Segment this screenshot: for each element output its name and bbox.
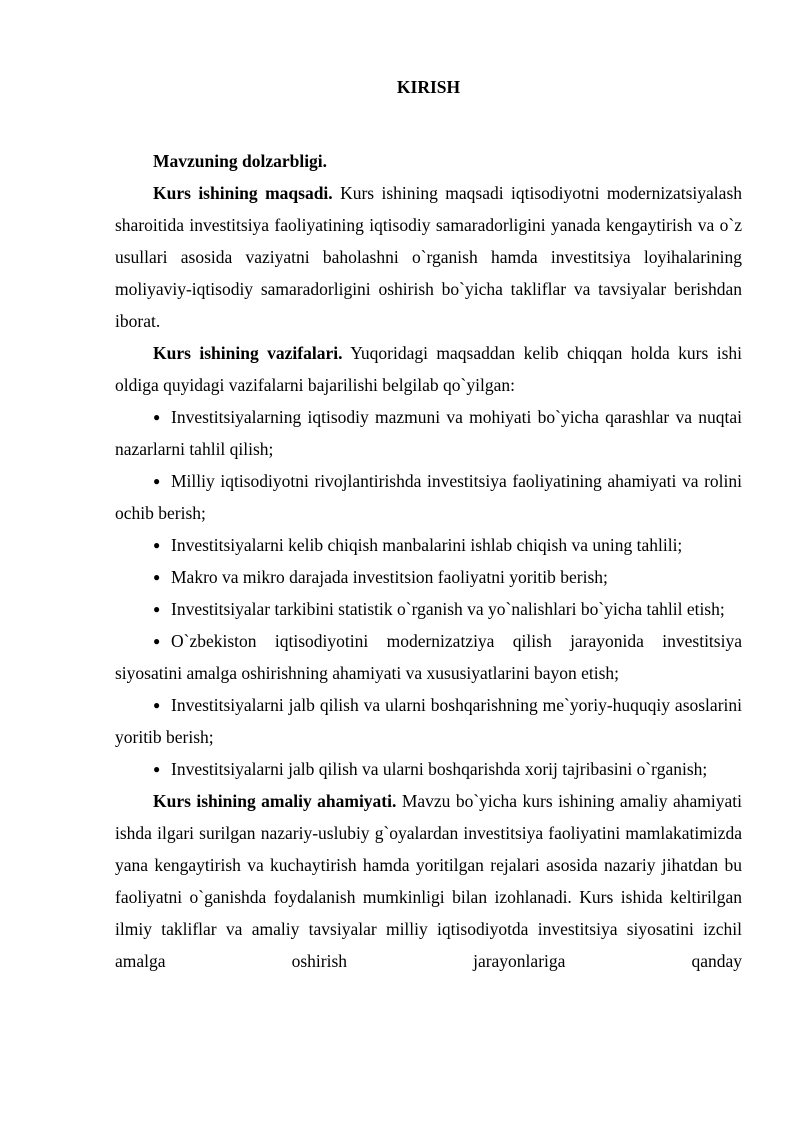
- bullet-icon: ●: [153, 698, 161, 712]
- aim-paragraph: [115, 177, 742, 337]
- tasks-heading: Kurs ishining vazifalari.: [153, 343, 343, 363]
- list-item-text: Investitsiyalarni kelib chiqish manbalarini ishlab chiqish va uning tahlili;: [171, 535, 683, 555]
- bullet-icon: ●: [153, 634, 161, 648]
- practical-text: Mavzu bo`yicha kurs ishining amaliy ahamiyati ishda ilgari surilgan nazariy-uslubiy g`oyalardan investitsiya faoliyatini mamlakatimizda yana kengaytirish va kuchaytirish hamda yoritilgan rejalari asosida nazariy jihatdan bu faoliyatni o`ganishda foydalanish mumkinligi bilan izohlanadi. Kurs ishida keltirilgan ilmiy takliflar va amaliy tavsiyalar milliy iqtisodiyotda investitsiya siyosatini izchil amalga oshirish jarayonlariga qanday: [115, 791, 742, 971]
- list-item: [115, 561, 742, 593]
- list-item-text: Investitsiyalarni jalb qilish va ularni boshqarishda xorij tajribasini o`rganish;: [171, 759, 708, 779]
- list-item-text: O`zbekiston iqtisodiyotini modernizatziya qilish jarayonida investitsiya siyosatini amalga oshirishning ahamiyati va xususiyatlarini bayon etish;: [115, 631, 742, 683]
- list-item: [115, 401, 742, 465]
- document-body: [115, 145, 742, 977]
- bullet-icon: ●: [153, 602, 161, 616]
- list-item-text: Investitsiyalarni jalb qilish va ularni boshqarishning me`yoriy-huquqiy asoslarini yoritib berish;: [115, 695, 742, 747]
- list-item: [115, 753, 742, 785]
- list-item-text: Milliy iqtisodiyotni rivojlantirishda investitsiya faoliyatining ahamiyati va rolini ochib berish;: [115, 471, 742, 523]
- relevance-paragraph: [115, 145, 742, 177]
- bullet-icon: ●: [153, 570, 161, 584]
- list-item: [115, 593, 742, 625]
- practical-paragraph: [115, 785, 742, 977]
- bullet-icon: ●: [153, 762, 161, 776]
- list-item: [115, 625, 742, 689]
- bullet-icon: ●: [153, 474, 161, 488]
- tasks-paragraph: [115, 337, 742, 401]
- list-item-text: Investitsiyalarning iqtisodiy mazmuni va mohiyati bo`yicha qarashlar va nuqtai nazarlarni tahlil qilish;: [115, 407, 742, 459]
- list-item-text: Investitsiyalar tarkibini statistik o`rganish va yo`nalishlari bo`yicha tahlil etish;: [171, 599, 725, 619]
- list-item: [115, 529, 742, 561]
- relevance-heading: Mavzuning dolzarbligi.: [153, 151, 328, 171]
- practical-heading: Kurs ishining amaliy ahamiyati.: [153, 791, 397, 811]
- aim-text: Kurs ishining maqsadi iqtisodiyotni modernizatsiyalash sharoitida investitsiya faoliyatining iqtisodiy samaradorligini yanada kengaytirish va o`z usullari asosida vaziyatni baholashni o`rganish hamda investitsiya loyihalarining moliyaviy-iqtisodiy samaradorligini oshirish bo`yicha takliflar va tavsiyalar berishdan iborat.: [115, 183, 743, 331]
- bullet-icon: ●: [153, 410, 161, 424]
- list-item: [115, 689, 742, 753]
- page-title: KIRISH: [396, 77, 461, 97]
- bullet-icon: ●: [153, 538, 161, 552]
- tasks-text: Yuqoridagi maqsaddan kelib chiqqan holda kurs ishi oldiga quyidagi vazifalarni bajarilishi belgilab qo`yilgan:: [115, 343, 742, 395]
- list-item: [115, 465, 742, 529]
- aim-heading: Kurs ishining maqsadi.: [153, 183, 333, 203]
- list-item-text: Makro va mikro darajada investitsion faoliyatni yoritib berish;: [171, 567, 608, 587]
